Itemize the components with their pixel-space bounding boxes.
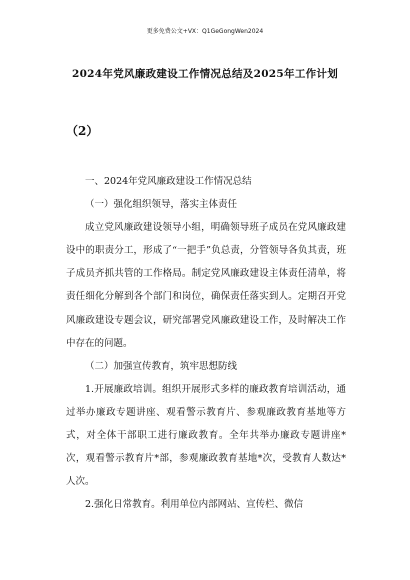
document-title: 2024年党风廉政建设工作情况总结及2025年工作计划	[71, 68, 339, 80]
section-heading-1: 一、2024年党风廉政建设工作情况总结	[85, 176, 252, 187]
page-header-note: 更多免费公文+VX：Q1GeGongWen2024	[146, 28, 264, 35]
document-part-number: （2）	[66, 124, 99, 138]
paragraph-1: 成立党风廉政建设领导小组，明确领导班子成员在党风廉政建设中的职责分工，形成了“一把手”负总责，分管领导各负其责，班子成员齐抓共管的工作格局。制定党风廉政建设主体责任清单，将责任细化分解到各个部门和岗位，确保责任落实到人。定期召开党风廉政建设专题会议，研究部署党风廉政建设工作，及时解决工作中存在的问题。	[66, 222, 346, 349]
subsection-heading-1: （一）强化组织领导，落实主体责任	[85, 199, 238, 211]
paragraph-2: 1.开展廉政培训。组织开展形式多样的廉政教育培训活动，通过举办廉政专题讲座、观看警示教育片、参观廉政教育基地等方式，对全体干部职工进行廉政教育。全年共举办廉政专题讲座*次，观看警示教育片*部，参观廉政教育基地*次，受教育人数达*人次。	[66, 383, 346, 488]
paragraph-3: 2.强化日常教育。利用单位内部网站、宣传栏、微信	[85, 499, 304, 511]
subsection-heading-2: （二）加强宣传教育，筑牢思想防线	[85, 360, 238, 372]
document-body	[66, 170, 346, 516]
